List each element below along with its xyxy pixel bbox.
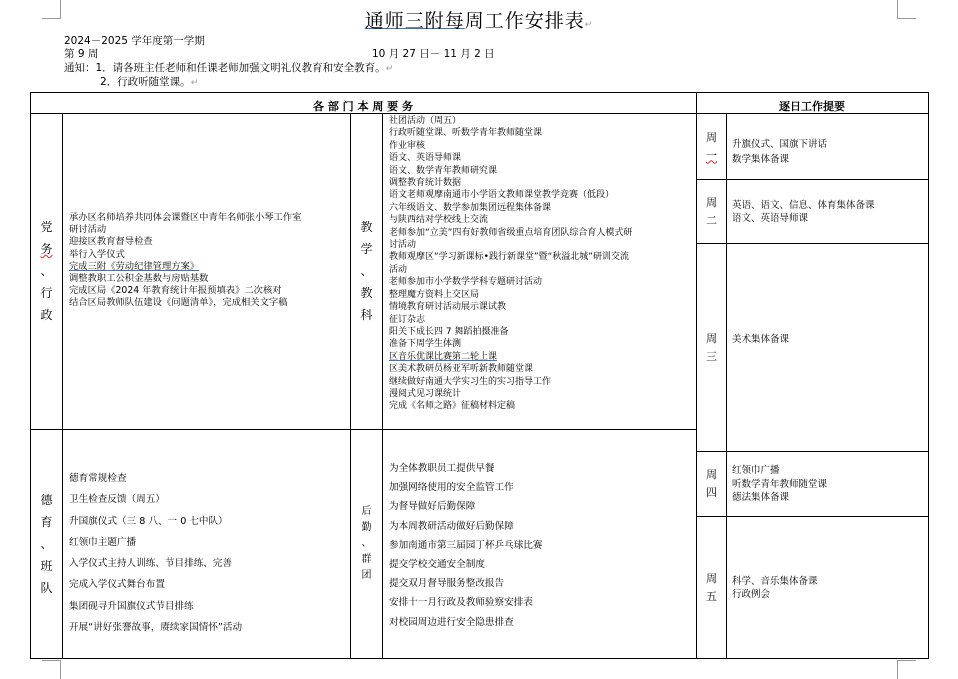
list-item: 六年级语文、数学参加集团远程集体备课 [389,202,552,213]
list-item: 为本周教研活动做好后勤保障 [389,520,514,532]
list-item: 安排十一月行政及教师验察安排表 [389,597,533,609]
list-item: 语文、英语导师课 [389,153,462,164]
list-item: 语文、英语导师课 [732,213,809,224]
title-rest: 周工作安排表 [464,10,585,32]
wednesday-items [732,334,789,346]
list-item: 完成区局《2024 年教育统计年报预填表》二次核对 [69,285,282,297]
label-moral-class: 德 育 、 班 队 [40,492,53,595]
list-item: 漫阅式见习课统计 [389,388,462,399]
list-item: 美术集体备课 [732,334,790,345]
list-item: 加强网络使用的安全监管工作 [389,482,514,494]
day-label-friday: 周 五 [706,571,717,603]
list-item: 为督导做好后勤保障 [389,501,476,513]
list-item: 升旗仪式、国旗下讲话 [732,139,828,150]
list-item: 提交双月督导服务整改报告 [389,578,505,590]
list-item: 活动 [389,264,408,275]
page-corner-mark [897,660,916,679]
list-item: 调整教育统计数据 [389,178,462,189]
list-item: 继续做好南通大学实习生的实习指导工作 [389,376,552,387]
list-item: 区美术教研员杨亚军听新教师随堂课 [389,364,534,375]
list-item: 迎接区教育督导检查 [69,236,153,248]
moral-class-tasks [69,468,242,638]
tuesday-items [732,199,875,225]
list-item: 德法集体备课 [732,492,790,503]
list-item: 阳关下成长四 7 舞蹈拍摄准备 [389,326,509,337]
page-corner-mark [42,660,61,679]
list-item: 老师参加市小学数学学科专题研讨活动 [389,277,543,288]
teaching-research-tasks [389,115,632,413]
label-party-admin: 党 务 、 行 政 [40,220,53,322]
list-item: 提交学校交通安全制度 [389,559,485,571]
label-teaching-research: 教 学 、 教 科 [360,220,373,322]
list-item: 承办区名师培养共同体会课暨区中青年名师张小琴工作室 [69,212,302,223]
friday-items [732,575,818,601]
list-item: 完成《名师之路》征稿材料定稿 [389,401,516,412]
list-item: 数学集体备课 [732,154,790,165]
list-item: 语文老师观摩南通市小学语文教师课堂教学竞赛（低段） [389,190,615,201]
table-border-right [928,92,929,659]
list-item: 德育常规检查 [69,473,127,484]
list-item: 集团砚寻升国旗仪式节目排练 [69,600,194,612]
table-border-bottom [30,658,929,659]
party-admin-tasks [69,212,301,310]
list-item: 红领巾主题广播 [69,536,137,548]
list-item: 征订杂志 [389,314,426,325]
header-daily-summary: 逐日工作提要 [779,100,845,113]
day-label-thursday: 周 四 [706,468,717,499]
list-item: 对校园周边进行安全隐患排查 [389,616,514,628]
header-department-tasks: 各 部 门 本 周 要 务 [313,100,413,113]
week-number: 第 9 周 [64,48,99,60]
list-item: 举行入学仪式 [69,248,125,260]
list-item: 参加南通市第三届园丁杯乒乓球比赛 [389,539,543,551]
table-border-top [30,92,929,93]
day-label-wednesday: 周 三 [706,331,717,363]
list-item: 情境教育研讨活动展示课试教 [389,302,507,313]
day-label-monday: 周 一 [706,130,717,162]
list-item: 开展“讲好张謇故事，赓续家国情怀”活动 [69,622,243,634]
notice-line-1: 通知：1．请各班主任老师和任课老师加强文明礼仪教育和安全教育。↵ [64,62,394,74]
list-item: 行政例会 [732,589,771,600]
list-item: 调整教职工公积金基数与房贴基数 [69,273,209,285]
list-item: 完成入学仪式舞台布置 [69,579,165,591]
label-logistics-group: 后 勤 、 群 团 [361,505,372,581]
list-item: 卫生检查反馈（周五） [69,494,165,506]
monday-items [732,124,827,167]
list-item: 升国旗仪式（三 8 八、一 0 七中队） [69,515,228,527]
list-item: 红领巾广播 [732,465,780,476]
list-item: 教师观摩区“学习新课标•践行新课堂”暨“秋溢北城”研训交流 [389,252,629,263]
list-item: 完成三附《劳动纪律管理方案》 [69,260,200,272]
day-label-tuesday: 周 二 [706,195,717,227]
list-item: 老师参加“立美”四有好教师省级重点培育团队综合育人模式研 [389,227,633,238]
list-item: 整理魔方资料上交区局 [389,289,480,300]
list-item: 讨活动 [389,240,417,251]
list-item: 语文、数学青年教师研究课 [389,165,498,176]
list-item: 社团活动（周五） [389,116,462,126]
list-item: 为全体教职员工提供早餐 [389,463,495,474]
term-line: 2024－2025 学年度第一学期 [64,35,205,47]
list-item: 区音乐优课比赛第二轮上课 [389,351,498,362]
logistics-group-tasks [389,459,543,632]
list-item: 听数学青年教师随堂课 [732,478,828,490]
list-item: 与陕西结对学校线上交流 [389,215,489,226]
week-dates: 10 月 27 日－ 11 月 2 日 [372,48,495,60]
list-item: 行政听随堂课、听数学青年教师随堂课 [389,128,543,139]
list-item: 研讨活动 [69,224,107,236]
list-item: 科学、音乐集体备课 [732,576,818,587]
thursday-items [732,464,827,505]
list-item [732,124,827,137]
title-underlined-part: 通师三附每 [364,10,465,32]
list-item: 英语、语文、信息、体育集体备课 [732,200,875,211]
notice-line-2: 2．行政听随堂课。↵ [100,76,199,88]
list-item: 结合区局教师队伍建设《问题清单》，完成相关文字稿 [69,297,288,309]
list-item: 准备下周学生体测 [389,339,462,350]
document-title: 通师三附每周工作安排表↵ [364,10,594,32]
list-item: 入学仪式主持人训练、节目排练、完善 [69,558,233,570]
list-item: 作业审核 [389,140,426,151]
